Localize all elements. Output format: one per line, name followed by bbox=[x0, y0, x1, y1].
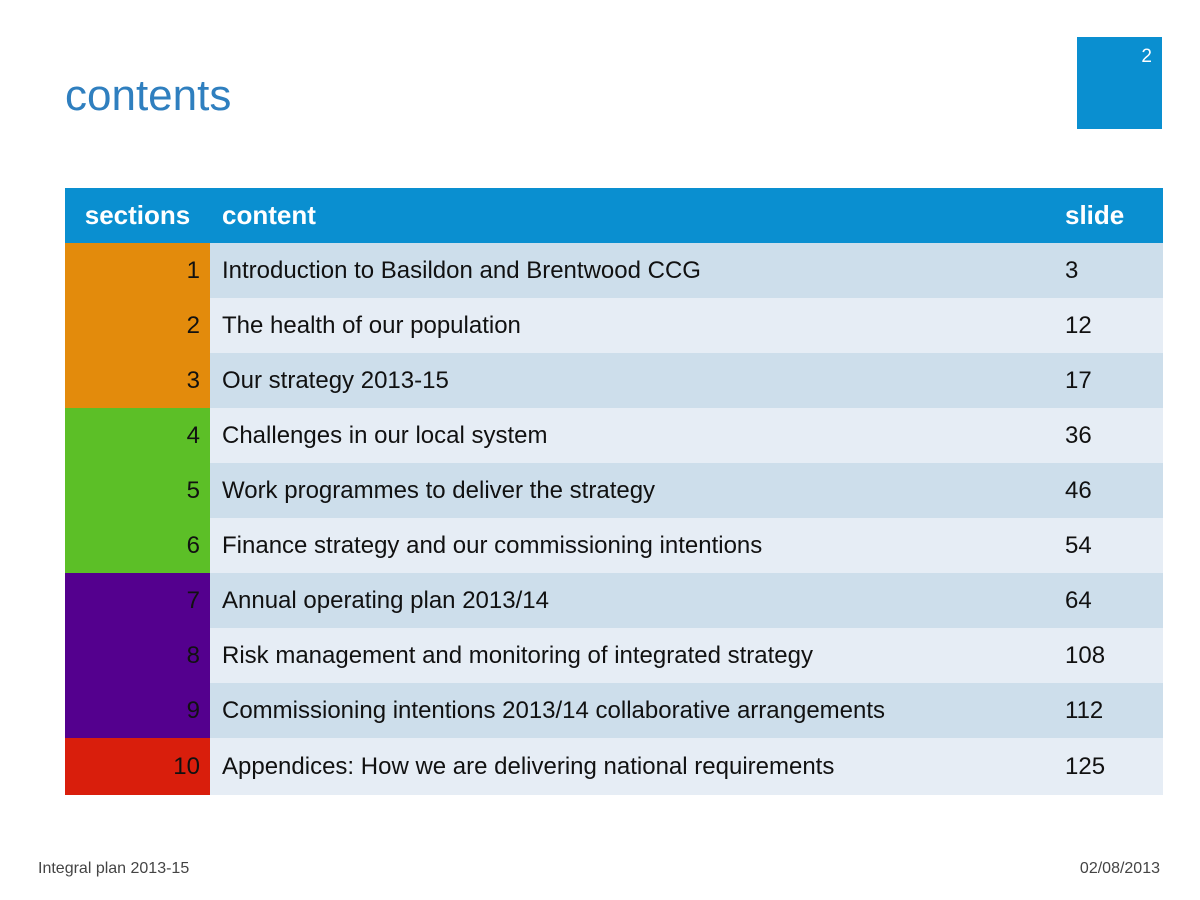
section-slide-number: 64 bbox=[1065, 573, 1163, 628]
section-number: 2 bbox=[65, 298, 210, 353]
section-number: 3 bbox=[65, 353, 210, 408]
section-content: Commissioning intentions 2013/14 collaborative arrangements bbox=[210, 683, 1065, 738]
table-header-row bbox=[65, 188, 1163, 243]
table-row bbox=[65, 573, 1163, 628]
section-number: 1 bbox=[65, 243, 210, 298]
table-body bbox=[65, 243, 1163, 795]
section-slide-number: 12 bbox=[1065, 298, 1163, 353]
section-slide-number: 54 bbox=[1065, 518, 1163, 573]
slide-number-box bbox=[1077, 37, 1162, 129]
section-slide-number: 108 bbox=[1065, 628, 1163, 683]
header-slide: slide bbox=[1065, 188, 1163, 243]
contents-table bbox=[65, 188, 1163, 795]
footer-title: Integral plan 2013-15 bbox=[38, 860, 190, 877]
section-content: Our strategy 2013-15 bbox=[210, 353, 1065, 408]
section-slide-number: 3 bbox=[1065, 243, 1163, 298]
page-title: contents bbox=[65, 71, 232, 120]
table-row bbox=[65, 408, 1163, 463]
section-content: Challenges in our local system bbox=[210, 408, 1065, 463]
section-content: Finance strategy and our commissioning intentions bbox=[210, 518, 1065, 573]
section-slide-number: 36 bbox=[1065, 408, 1163, 463]
table-row bbox=[65, 298, 1163, 353]
section-number: 10 bbox=[65, 738, 210, 795]
table-row bbox=[65, 628, 1163, 683]
table-row bbox=[65, 683, 1163, 738]
table-row bbox=[65, 353, 1163, 408]
section-number: 8 bbox=[65, 628, 210, 683]
section-number: 7 bbox=[65, 573, 210, 628]
table-row bbox=[65, 738, 1163, 795]
table-row bbox=[65, 518, 1163, 573]
section-content: Work programmes to deliver the strategy bbox=[210, 463, 1065, 518]
table-row bbox=[65, 243, 1163, 298]
section-slide-number: 112 bbox=[1065, 683, 1163, 738]
section-content: Annual operating plan 2013/14 bbox=[210, 573, 1065, 628]
section-number: 5 bbox=[65, 463, 210, 518]
header-sections: sections bbox=[65, 188, 210, 243]
section-content: Risk management and monitoring of integrated strategy bbox=[210, 628, 1065, 683]
section-content: Appendices: How we are delivering national requirements bbox=[210, 738, 1065, 795]
section-number: 6 bbox=[65, 518, 210, 573]
section-number: 9 bbox=[65, 683, 210, 738]
table-row bbox=[65, 463, 1163, 518]
slide-number: 2 bbox=[1141, 46, 1152, 67]
header-content: content bbox=[210, 188, 1065, 243]
footer-date: 02/08/2013 bbox=[1079, 860, 1160, 877]
section-content: Introduction to Basildon and Brentwood CCG bbox=[210, 243, 1065, 298]
section-slide-number: 46 bbox=[1065, 463, 1163, 518]
section-content: The health of our population bbox=[210, 298, 1065, 353]
section-slide-number: 17 bbox=[1065, 353, 1163, 408]
section-slide-number: 125 bbox=[1065, 738, 1163, 795]
section-number: 4 bbox=[65, 408, 210, 463]
